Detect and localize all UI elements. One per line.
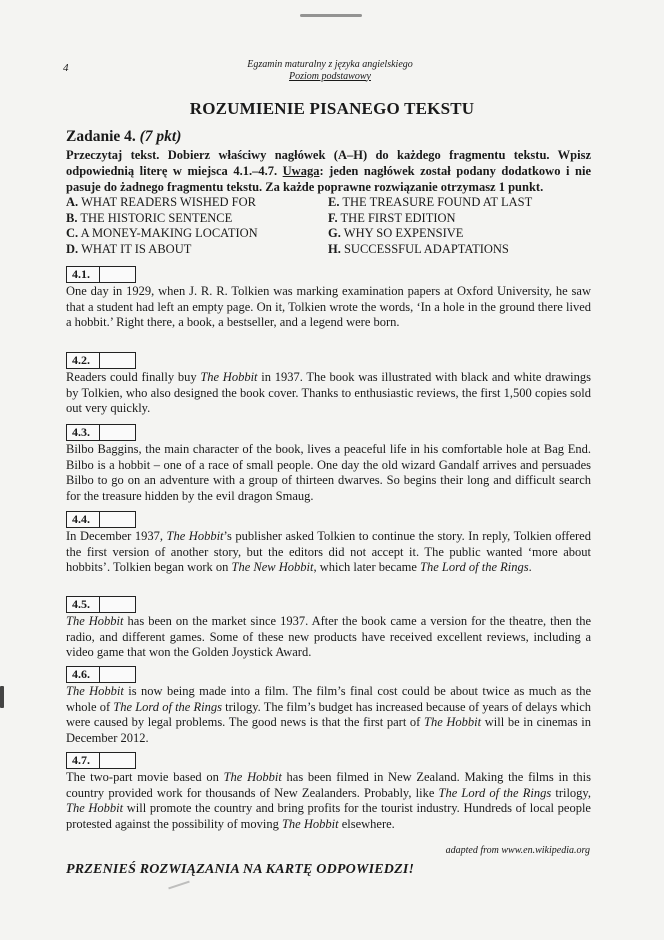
answer-blank[interactable] <box>100 267 135 282</box>
heading-letter: C. <box>66 226 79 240</box>
answer-box <box>66 352 136 369</box>
answer-blank[interactable] <box>100 597 135 612</box>
fragment-text: The Hobbit is now being made into a film. The film’s final cost could be about twice as much as the whole of The Lord of the Rings trilogy. The film’s budget has increased because of years of delays which were caused by legal problems. The good news is that the first part of The Hobbit will be in cinemas in December 2012. <box>66 684 591 746</box>
instr-part-a: Przeczytaj tekst. Dobierz właściwy nagłówek (A–H) do każdego fragmentu tekstu. Wpisz odpowiednią literę w miejsca 4.1.–4.7. <box>66 148 591 178</box>
fragment-4 <box>66 511 591 576</box>
fragment-number: 4.7. <box>67 753 100 768</box>
fragment-number: 4.1. <box>67 267 100 282</box>
heading-letter: D. <box>66 241 79 256</box>
answer-box <box>66 596 136 613</box>
heading-text: THE FIRST EDITION <box>340 210 456 225</box>
task-heading <box>66 128 181 146</box>
task-instructions <box>66 147 591 195</box>
heading-text: SUCCESSFUL ADAPTATIONS <box>343 241 509 256</box>
heading-letter: G. <box>328 226 341 240</box>
heading-option <box>328 242 596 258</box>
header-exam-name: Egzamin maturalny z języka angielskiego <box>247 59 413 70</box>
headings-list <box>66 195 596 257</box>
fragment-3 <box>66 424 591 505</box>
fragment-text: One day in 1929, when J. R. R. Tolkien was marking examination papers at Oxford University, he saw that a student had left an empty page. On it, Tolkien wrote the words, ‘In a hole in the ground there lived a hobbit.’ Right there, a book, a bestseller, and a legend were born. <box>66 284 591 330</box>
fragment-text: In December 1937, The Hobbit’s publisher asked Tolkien to continue the story. In reply, Tolkien offered the first version of another story, but the editors did not accept it. The public wanted ‘more about hobbits’. Tolkien began work on The New Hobbit, which later became The Lord of the Rings. <box>66 529 591 575</box>
fragment-number: 4.3. <box>67 425 100 440</box>
heading-text: WHAT READERS WISHED FOR <box>81 195 256 209</box>
fragment-2 <box>66 352 591 417</box>
answer-box <box>66 666 136 683</box>
answer-blank[interactable] <box>100 425 135 440</box>
heading-text: THE HISTORIC SENTENCE <box>80 210 233 225</box>
section-title: ROZUMIENIE PISANEGO TEKSTU <box>189 99 475 118</box>
instr-uwaga: Uwaga <box>282 164 320 178</box>
heading-option <box>66 226 328 242</box>
heading-text: A MONEY-MAKING LOCATION <box>80 226 258 240</box>
scan-mark <box>300 14 362 17</box>
heading-letter: A. <box>66 195 79 209</box>
transfer-instruction: PRZENIEŚ ROZWIĄZANIA NA KARTĘ ODPOWIEDZI! <box>66 862 415 877</box>
fragment-text: Readers could finally buy The Hobbit in 1937. The book was illustrated with black and white drawings by Tolkien, who also designed the book cover. Thanks to enthusiastic reviews, the first 1,500 copies sold out very quickly. <box>66 370 591 416</box>
heading-option <box>66 195 328 211</box>
answer-box <box>66 424 136 441</box>
task-points: (7 pkt) <box>139 128 182 145</box>
heading-option <box>328 226 596 242</box>
fragment-number: 4.2. <box>67 353 100 368</box>
answer-blank[interactable] <box>100 667 135 682</box>
heading-text: THE TREASURE FOUND AT LAST <box>342 195 533 209</box>
heading-letter: F. <box>328 210 338 225</box>
answer-blank[interactable] <box>100 353 135 368</box>
answer-blank[interactable] <box>100 753 135 768</box>
heading-text: WHAT IT IS ABOUT <box>81 241 192 256</box>
fragment-7 <box>66 752 591 833</box>
fragment-number: 4.4. <box>67 512 100 527</box>
heading-option <box>66 242 328 258</box>
source-note: adapted from www.en.wikipedia.org <box>445 845 590 856</box>
answer-blank[interactable] <box>100 512 135 527</box>
answer-box <box>66 511 136 528</box>
fragment-6 <box>66 666 591 747</box>
pen-mark <box>168 881 190 890</box>
fragment-number: 4.5. <box>67 597 100 612</box>
fragment-text: The Hobbit has been on the market since 1937. After the book came a version for the theatre, then the radio, and different games. Some of these new products have received excellent reviews, including a video game that won the Golden Joystick Award. <box>66 614 591 660</box>
instr-part-b: : jeden nagłówek został podany dodatkowo i nie pasuje do żadnego fragmentu tekstu. Za każde poprawne rozwiązanie otrzymasz 1 punkt. <box>66 164 591 194</box>
heading-option <box>328 195 596 211</box>
heading-letter: E. <box>328 195 340 209</box>
fragment-5 <box>66 596 591 661</box>
task-label: Zadanie 4. <box>66 128 136 145</box>
page-header <box>180 59 480 82</box>
fragment-number: 4.6. <box>67 667 100 682</box>
heading-option <box>328 211 596 227</box>
heading-letter: H. <box>328 241 341 256</box>
answer-box <box>66 752 136 769</box>
fragment-text: Bilbo Baggins, the main character of the book, lives a peaceful life in his comfortable hole at Bag End. Bilbo is a hobbit – one of a race of small people. One day the old wizard Gandalf arrives and persuades Bilbo to go on an adventure with a group of thirteen dwarves. So begins their long and difficult search for the treasure hidden by the evil dragon Smaug. <box>66 442 591 504</box>
punch-hole-mark <box>0 686 4 708</box>
heading-text: WHY SO EXPENSIVE <box>343 226 464 240</box>
page-number: 4 <box>63 62 69 74</box>
heading-letter: B. <box>66 210 78 225</box>
answer-box <box>66 266 136 283</box>
heading-option <box>66 211 328 227</box>
fragment-text: The two-part movie based on The Hobbit has been filmed in New Zealand. Making the films in this country provided work for thousands of New Zealanders. Probably, like The Lord of the Rings trilogy, The Hobbit will promote the country and bring profits for the tourist industry. Hundreds of local people protested against the possibility of moving The Hobbit elsewhere. <box>66 770 591 832</box>
fragment-1 <box>66 266 591 331</box>
header-level: Poziom podstawowy <box>289 70 371 82</box>
